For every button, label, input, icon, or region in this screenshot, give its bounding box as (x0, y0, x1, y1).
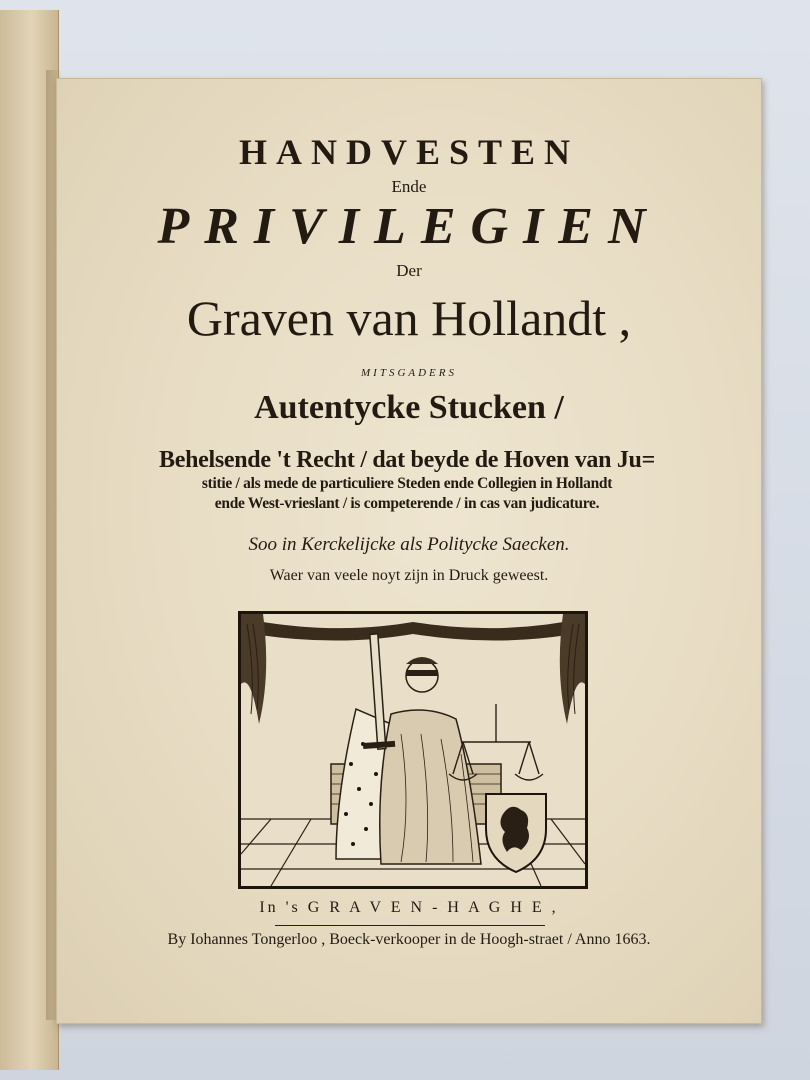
title-graven-van-hollandt: Graven van Hollandt , (186, 290, 632, 346)
title-autentycke-stucken: Autentycke Stucken / (254, 389, 564, 426)
title-ende: Ende (391, 177, 427, 196)
title-page (56, 78, 762, 1024)
subtitle-druck: Waer van veele noyt zijn in Druck geweest. (269, 567, 549, 584)
subtitle-saecken: Soo in Kerckelijcke als Politycke Saecken. (248, 534, 570, 555)
imprint-rule (275, 925, 545, 926)
title-handvesten: HANDVESTEN (238, 132, 580, 172)
title-mitsgaders: MITSGADERS (361, 367, 457, 379)
blackletter-line-1: Behelsende 't Recht / dat beyde de Hoven van Ju= (159, 447, 655, 473)
blackletter-line-2: stitie / als mede de particuliere Steden ende Collegien in Hollandt (201, 475, 613, 492)
justice-figure-with-sword-and-scales-icon (241, 614, 585, 886)
title-privilegien: PRIVILEGIEN (157, 198, 661, 255)
imprint-place: In 's G R A V E N - H A G H E , (259, 899, 559, 916)
imprint-printer: By Iohannes Tongerloo , Boeck-verkooper in de Hoogh-straet / Anno 1663. (167, 931, 651, 948)
woodcut-illustration (238, 611, 588, 889)
blackletter-line-3: ende West-vrieslant / is competerende / in cas van judicature. (214, 495, 600, 512)
title-der: Der (396, 261, 422, 280)
